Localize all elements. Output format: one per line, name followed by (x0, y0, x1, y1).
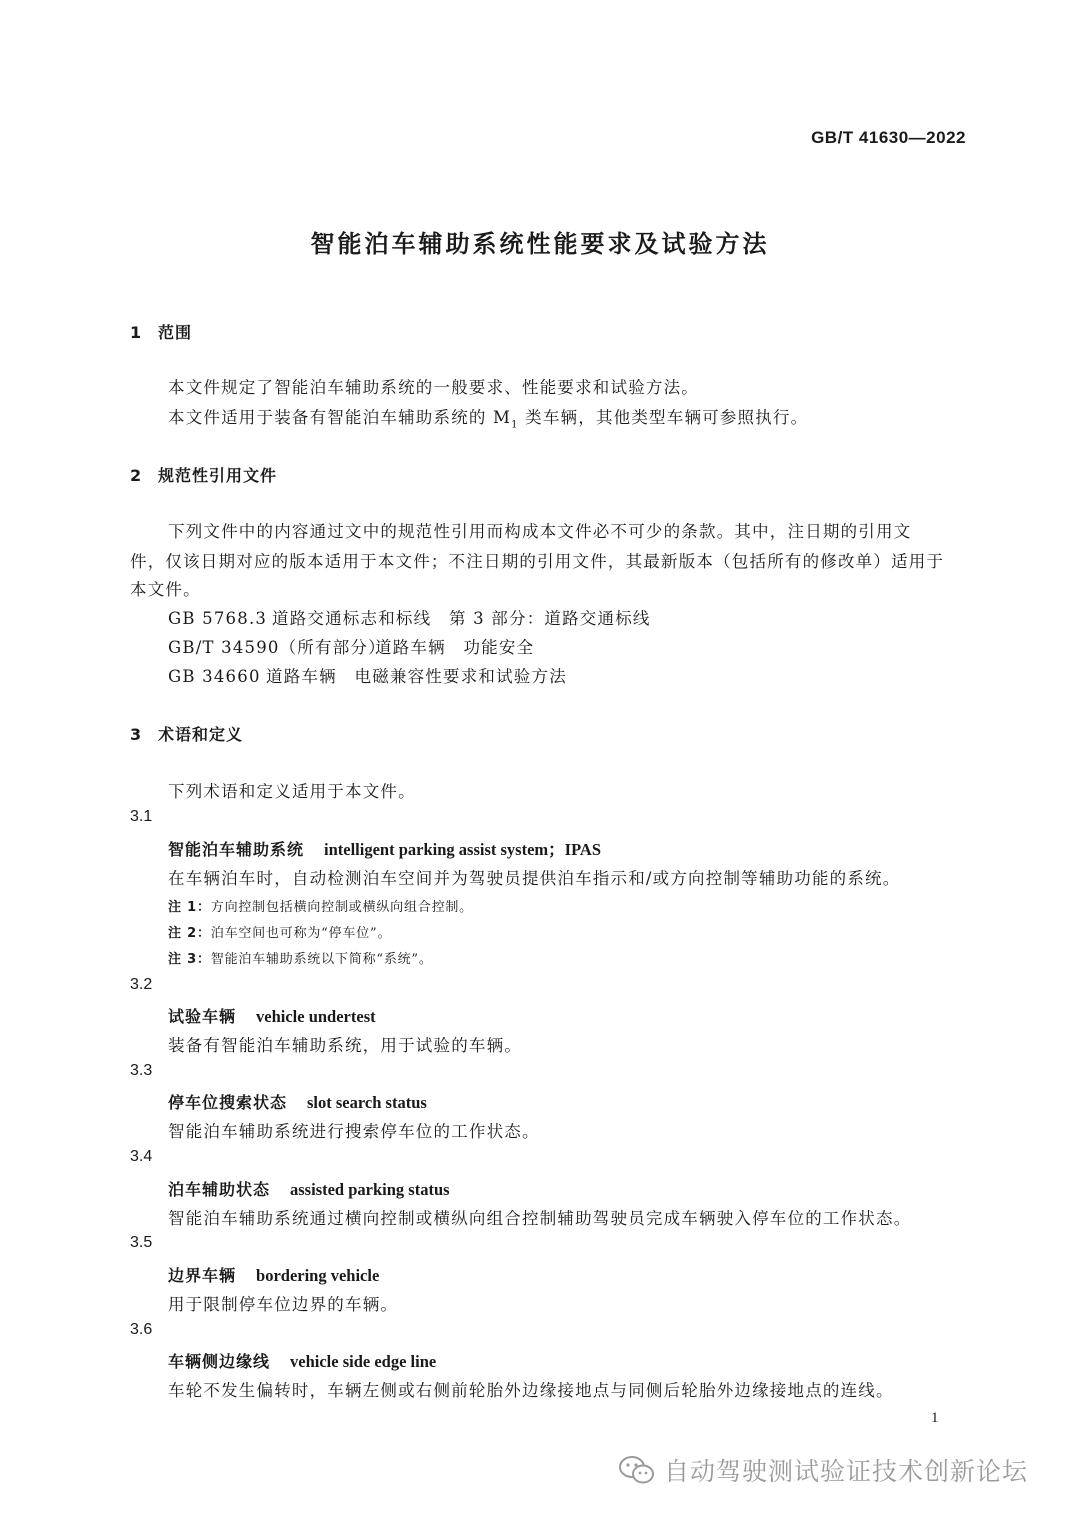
term-en: bordering vehicle (256, 1266, 380, 1285)
section-number: 2 (130, 466, 143, 485)
term-zh: 车辆侧边缘线 (168, 1352, 271, 1371)
note (168, 896, 473, 915)
reference-code: GB 34660 (168, 667, 261, 686)
reference-item (168, 663, 567, 687)
term-entry (168, 1263, 379, 1286)
reference-code: GB/T 34590（所有部分） (168, 638, 386, 657)
note-label: 注 3： (168, 952, 211, 967)
note (168, 922, 391, 941)
document-title: 智能泊车辅助系统性能要求及试验方法 (310, 230, 770, 258)
term-zh: 泊车辅助状态 (168, 1180, 271, 1199)
reference-title: 道路车辆 电磁兼容性要求和试验方法 (266, 667, 567, 686)
term-en: vehicle undertest (256, 1007, 376, 1026)
paragraph (168, 404, 808, 430)
section-title: 范围 (158, 323, 193, 342)
paragraph: 下列术语和定义适用于本文件。 (168, 782, 416, 801)
term-zh: 试验车辆 (168, 1007, 237, 1026)
term-entry (168, 1090, 427, 1113)
reference-title: 道路交通标志和标线 第 3 部分：道路交通标线 (272, 609, 651, 628)
term-entry (168, 1004, 376, 1027)
watermark (618, 1452, 1028, 1488)
term-zh: 边界车辆 (168, 1266, 237, 1285)
note-text: 智能泊车辅助系统以下简称“系统”。 (210, 952, 433, 967)
standard-code: GB/T 41630—2022 (811, 128, 966, 147)
paragraph-text: 类车辆，其他类型车辆可参照执行。 (518, 408, 809, 427)
reference-title: 道路车辆 功能安全 (375, 638, 535, 657)
paragraph: 本文件规定了智能泊车辅助系统的一般要求、性能要求和试验方法。 (168, 378, 699, 397)
term-en: slot search status (307, 1093, 427, 1112)
clause-number: 3.2 (130, 976, 153, 993)
term-definition: 在车辆泊车时，自动检测泊车空间并为驾驶员提供泊车指示和/或方向控制等辅助功能的系统。 (168, 869, 901, 888)
section-number: 1 (130, 323, 143, 342)
term-entry (168, 836, 601, 860)
page-number: 1 (931, 1410, 939, 1426)
term-en: vehicle side edge line (290, 1352, 437, 1371)
subscript: 1 (511, 419, 519, 431)
reference-code: GB 5768.3 (168, 609, 268, 628)
term-definition: 车轮不发生偏转时，车辆左侧或右侧前轮胎外边缘接地点与同侧后轮胎外边缘接地点的连线。 (168, 1381, 894, 1400)
term-definition: 智能泊车辅助系统进行搜索停车位的工作状态。 (168, 1122, 540, 1141)
term-definition: 智能泊车辅助系统通过横向控制或横纵向组合控制辅助驾驶员完成车辆驶入停车位的工作状态。 (168, 1209, 912, 1228)
term-en: assisted parking status (290, 1180, 450, 1199)
term-entry (168, 1177, 450, 1200)
clause-number: 3.6 (130, 1321, 153, 1338)
clause-number: 3.5 (130, 1234, 153, 1251)
watermark-text: 自动驾驶测试验证技术创新论坛 (664, 1457, 1029, 1486)
term-definition: 用于限制停车位边界的车辆。 (168, 1295, 399, 1314)
paragraph-line: 本文件。 (130, 580, 201, 599)
section-2-heading (130, 463, 277, 486)
note (168, 948, 433, 967)
paragraph-line: 件，仅该日期对应的版本适用于本文件；不注日期的引用文件，其最新版本（包括所有的修改单）适用于 (130, 552, 945, 571)
note-text: 方向控制包括横向控制或横纵向组合控制。 (210, 900, 473, 915)
term-zh: 停车位搜索状态 (168, 1093, 288, 1112)
reference-item (168, 605, 651, 629)
clause-number: 3.4 (130, 1148, 153, 1165)
term-en: intelligent parking assist system；IPAS (324, 840, 602, 859)
section-1-heading (130, 320, 192, 343)
term-zh: 智能泊车辅助系统 (168, 840, 305, 859)
note-text: 泊车空间也可称为“停车位”。 (210, 926, 392, 941)
section-title: 规范性引用文件 (158, 466, 278, 485)
paragraph-text: 本文件适用于装备有智能泊车辅助系统的 M (168, 408, 512, 427)
reference-item (168, 634, 534, 658)
term-definition: 装备有智能泊车辅助系统，用于试验的车辆。 (168, 1036, 522, 1055)
wechat-icon (618, 1454, 656, 1486)
paragraph-line: 下列文件中的内容通过文中的规范性引用而构成本文件必不可少的条款。其中，注日期的引用文 (168, 522, 912, 541)
note-label: 注 1： (168, 900, 211, 915)
note-label: 注 2： (168, 926, 211, 941)
section-title: 术语和定义 (158, 725, 244, 744)
section-number: 3 (130, 725, 143, 744)
clause-number: 3.1 (130, 808, 153, 825)
section-3-heading (130, 722, 243, 745)
clause-number: 3.3 (130, 1062, 153, 1079)
term-entry (168, 1349, 436, 1372)
